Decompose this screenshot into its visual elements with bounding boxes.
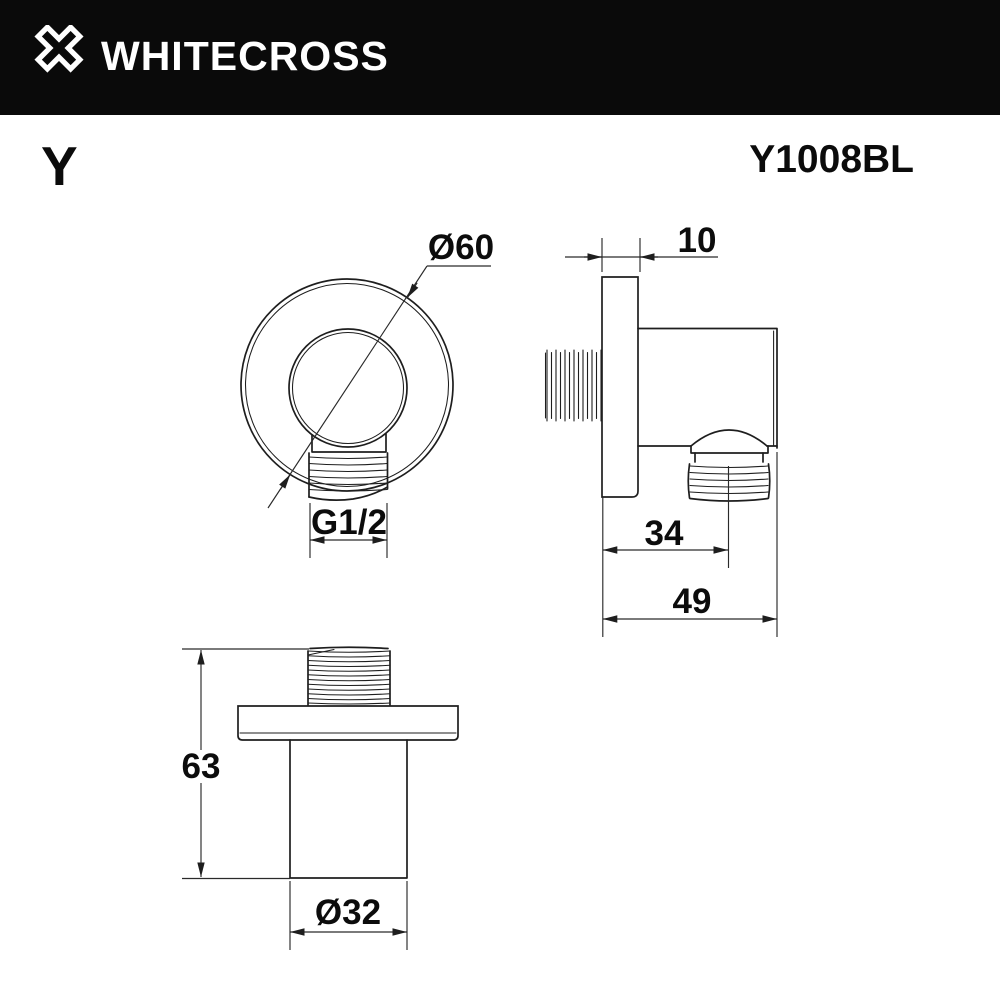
bottom-view (179, 647, 458, 950)
series-label: Y (41, 135, 78, 197)
brand-name: WHITECROSS (101, 33, 389, 79)
dim-label-total-depth: 49 (672, 582, 712, 621)
dim-plate-thickness (565, 221, 718, 272)
bottom-flange (238, 706, 458, 740)
side-body (638, 329, 777, 463)
dim-label-outlet-offset: 34 (644, 514, 684, 553)
model-number: Y1008BL (749, 138, 914, 181)
front-thread (309, 453, 388, 500)
side-inlet-thread (546, 350, 602, 421)
bottom-body (290, 740, 407, 878)
dim-label-thread-size: G1/2 (311, 503, 387, 542)
side-view (546, 221, 778, 637)
dim-flange-diameter (268, 228, 494, 508)
bottom-thread (308, 647, 390, 705)
dim-label-plate-thickness: 10 (677, 221, 717, 260)
dim-label-total-height: 63 (181, 747, 221, 786)
dim-body-diameter (290, 881, 407, 950)
front-view (241, 228, 494, 558)
dim-label-flange-diameter: Ø60 (427, 228, 495, 267)
side-wall-plate (602, 277, 638, 497)
side-outlet-thread (688, 464, 770, 568)
dim-label-body-diameter: Ø32 (314, 893, 382, 932)
dim-thread-size (310, 503, 387, 558)
